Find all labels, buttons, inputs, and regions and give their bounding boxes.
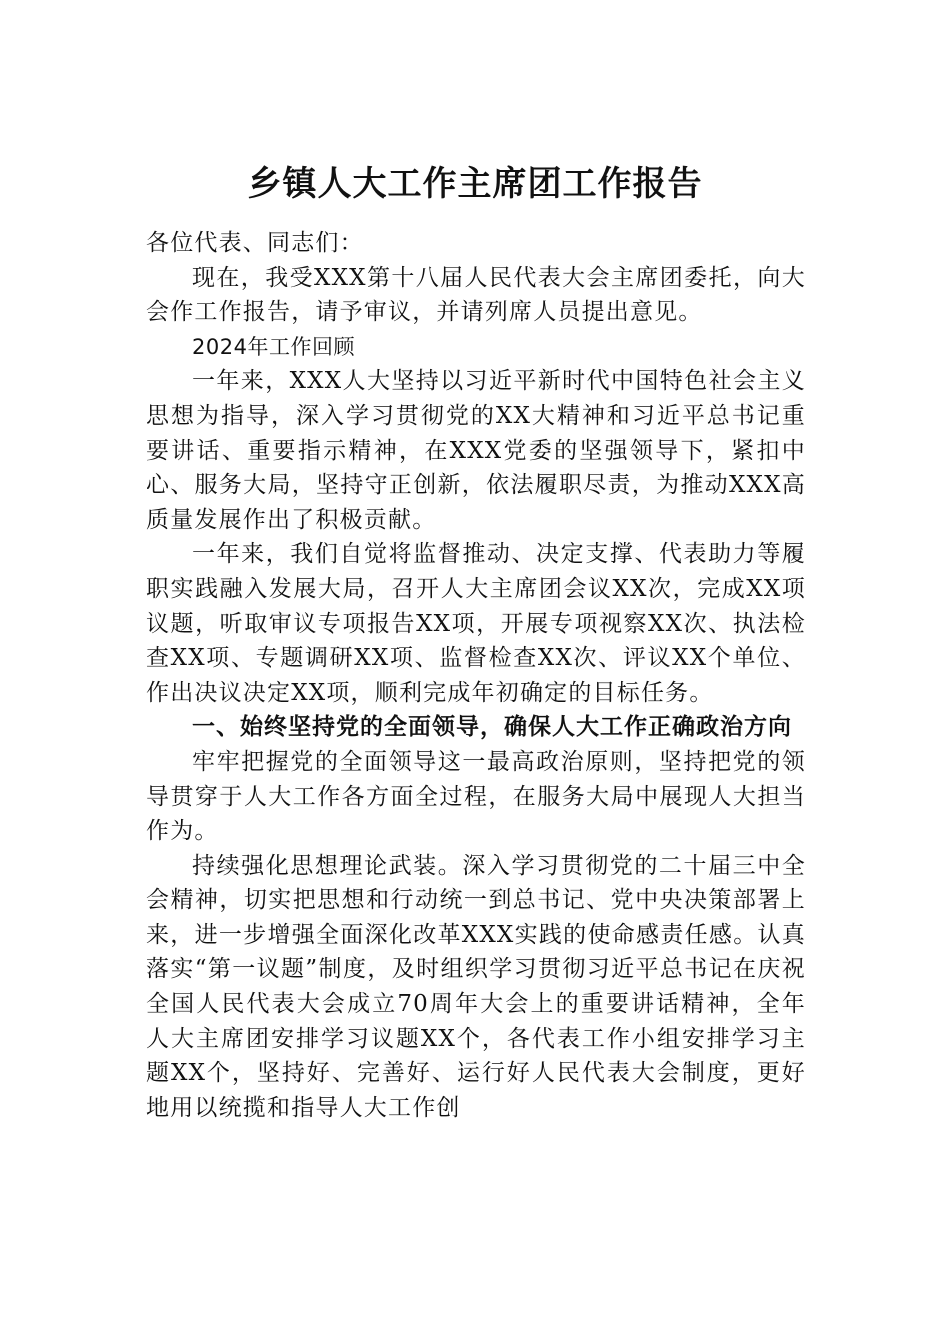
paragraph-4: 持续强化思想理论武装。深入学习贯彻党的二十届三中全会精神，切实把思想和行动统一到总书记、党中央决策部署上来，进一步增强全面深化改革XXX实践的使命感责任感。认真落实“第一议题”制度，及时组织学习贯彻习近平总书记在庆祝全国人民代表大会成立70周年大会上的重要讲话精神，全年人大主席团安排学习议题XX个，各代表工作小组安排学习主题XX个，坚持好、完善好、运行好人民代表大会制度，更好地用以统揽和指导人大工作创 xyxy=(146,852,806,1121)
document-title: 乡镇人大工作主席团工作报告 xyxy=(247,164,703,204)
intro-paragraph: 现在，我受XXX第十八届人民代表大会主席团委托，向大会作工作报告，请予审议，并请列席人员提出意见。 xyxy=(146,264,806,326)
year-review-heading: 2024年工作回顾 xyxy=(192,334,355,359)
section-heading-1: 一、始终坚持党的全面领导，确保人大工作正确政治方向 xyxy=(192,714,792,741)
paragraph-3: 牢牢把握党的全面领导这一最高政治原则，坚持把党的领导贯穿于人大工作各方面全过程，在服务大局中展现人大担当作为。 xyxy=(146,748,806,845)
paragraph-1: 一年来，XXX人大坚持以习近平新时代中国特色社会主义思想为指导，深入学习贯彻党的XX大精神和习近平总书记重要讲话、重要指示精神，在XXX党委的坚强领导下，紧扣中心、服务大局，坚持守正创新，依法履职尽责，为推动XXX高质量发展作出了积极贡献。 xyxy=(146,368,806,533)
paragraph-2: 一年来，我们自觉将监督推动、决定支撑、代表助力等履职实践融入发展大局，召开人大主席团会议XX次，完成XX项议题，听取审议专项报告XX项，开展专项视察XX次、执法检查XX项、专题调研XX项、监督检查XX次、评议XX个单位、作出决议决定XX项，顺利完成年初确定的目标任务。 xyxy=(146,541,806,706)
salutation: 各位代表、同志们： xyxy=(146,230,364,256)
document-body xyxy=(146,226,806,1125)
